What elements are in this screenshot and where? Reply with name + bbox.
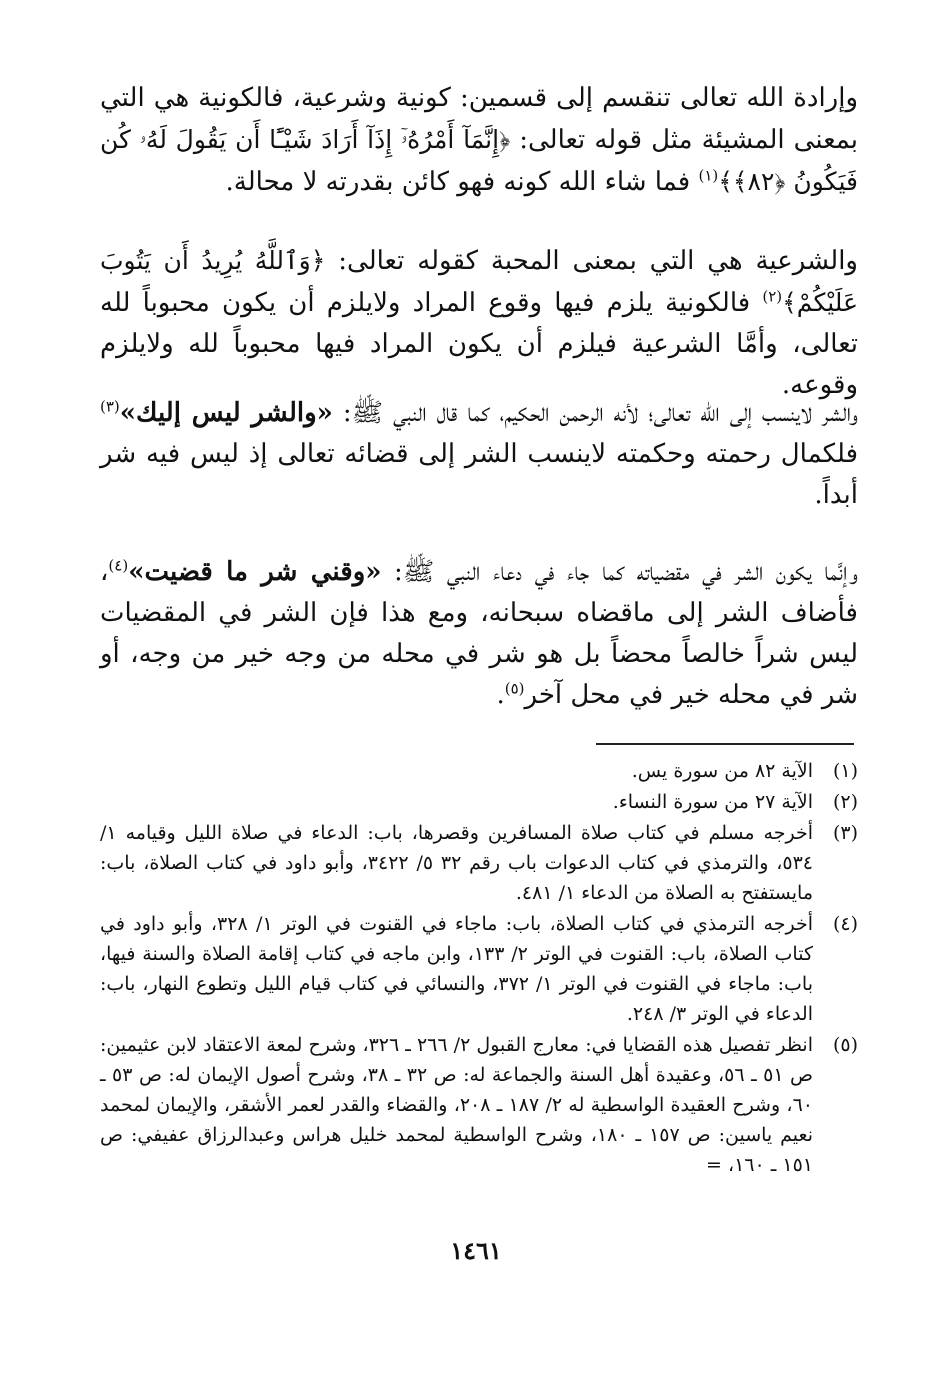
paragraph-3-text [100,393,858,516]
hadith-quote-1: «والشر ليس إليك» [119,398,333,428]
paragraph-3 [100,393,858,516]
paragraph-1-segment-2: فما شاء الله كونه فهو كائن بقدرته لا محالة. [225,167,699,197]
paragraph-3-segment-2: فلكمال رحمته وحكمته لاينسب الشر إلى قضائه تعالى إذ ليس فيه شر أبداً. [100,439,858,510]
paragraph-4-segment-2: ، فأضاف الشر إلى ماقضاه سبحانه، ومع هذا فإن الشر في المقضيات ليس شراً خالصاً محضاً بل هو شر في محله من وجه خير من وجه، أو شر في محله خير في محل آخر [100,557,858,710]
footnote-5 [100,1030,858,1180]
footnote-3-number: (٣) [832,822,858,844]
footnote-4-text: أخرجه الترمذي في كتاب الصلاة، باب: ماجاء في القنوت في الوتر ١/ ٣٢٨، وأبو داود في كتاب الصلاة، باب: القنوت في الوتر ٢/ ١٣٣، وابن ماجه في كتاب إقامة الصلاة والسنة فيها، باب: ماجاء في القنوت في الوتر ١/ ٣٧٢، والنسائي في كتاب قيام الليل وتطوع النهار، باب: الدعاء في الوتر ٣/ ٢٤٨. [100,913,814,1025]
footnote-1 [100,756,858,786]
paragraph-3-segment-1: والشر لاينسب إلى الله تعالى؛ لأنه الرحمن الحكيم، كما قال النبي ﷺ: [332,398,858,428]
paragraph-4 [100,552,858,716]
paragraph-1-segment-1: وإرادة الله تعالى تنقسم إلى قسمين: كونية وشرعية، فالكونية هي التي بمعنى المشيئة مثل قوله تعالى: [100,83,859,155]
paragraph-4-segment-3: . [496,680,505,710]
footnote-ref-1: (١) [698,166,719,185]
paragraph-1 [100,78,858,203]
hadith-quote-2: «وقني شر ما قضيت» [128,557,382,587]
footnote-1-number: (١) [832,760,858,782]
paragraph-2 [100,240,858,406]
paragraph-2-text [100,240,858,406]
paragraph-4-text [100,552,858,716]
footnote-2-text: الآية ٢٧ من سورة النساء. [612,791,813,813]
quran-verse-yasin-82: ﴿إِنَّمَآ أَمْرُهُۥٓ إِذَآ أَرَادَ شَيْـًٔا أَن يَقُولَ لَهُۥ كُن فَيَكُونُ ﴿٨٢﴾﴾ [100,125,858,196]
footnote-3-text: أخرجه مسلم في كتاب صلاة المسافرين وقصرها، باب: الدعاء في صلاة الليل وقيامه ١/ ٥٣٤، والترمذي في كتاب الدعوات باب رقم ٣٢ ٥/ ٣٤٢٢، وأبو داود في كتاب الصلاة، باب: مايستفتح به الصلاة من الدعاء ١/ ٤٨١. [100,822,813,904]
page-number: ١٤٦١ [450,1236,502,1265]
paragraph-1-text [100,78,858,203]
footnotes [100,756,858,1181]
footnote-ref-5: (٥) [504,679,525,698]
footnote-2 [100,787,858,817]
footnote-2-number: (٢) [832,791,858,813]
footnote-4-number: (٤) [832,913,858,935]
footnote-3 [100,818,858,908]
footnote-ref-4: (٤) [108,556,129,575]
footnote-5-number: (٥) [832,1034,858,1056]
footnote-separator [596,743,854,745]
footnote-ref-2: (٢) [762,287,783,306]
footnote-4 [100,909,858,1029]
paragraph-4-segment-1: وإنَّما يكون الشر في مقضياته كما جاء في دعاء النبي ﷺ: [381,557,858,587]
footnote-5-text: انظر تفصيل هذه القضايا في: معارج القبول ٢/ ٢٦٦ ـ ٣٢٦، وشرح لمعة الاعتقاد لابن عثيمين: ص ٥١ ـ ٥٦، وعقيدة أهل السنة والجماعة له: ص ٣٢ ـ ٣٨، وشرح أصول الإيمان له: ص ٥٣ ـ ٦٠، وشرح العقيدة الواسطية له ٢/ ١٨٧ ـ ٢٠٨، والقضاء والقدر لعمر الأشقر، والإيمان لمحمد نعيم ياسين: ص ١٥٧ ـ ١٨٠، وشرح الواسطية لمحمد خليل هراس وعبدالرزاق عفيفي: ص ١٥١ ـ ١٦٠، = [100,1034,813,1176]
footnote-1-text: الآية ٨٢ من سورة يس. [631,760,813,782]
quran-verse-nisa-27: ﴿وَٱللَّهُ يُرِيدُ أَن يَتُوبَ عَلَيْكُمْ﴾ [100,246,858,317]
footnote-ref-3: (٣) [100,397,120,416]
paragraph-2-segment-2: فالكونية يلزم فيها وقوع المراد ولايلزم أن يكون محبوباً لله تعالى، وأمَّا الشرعية فيلزم أن يكون المراد فيها محبوباً لله ولايلزم وقوعه. [100,288,858,400]
paragraph-2-segment-1: والشرعية هي التي بمعنى المحبة كقوله تعالى: [325,246,858,276]
